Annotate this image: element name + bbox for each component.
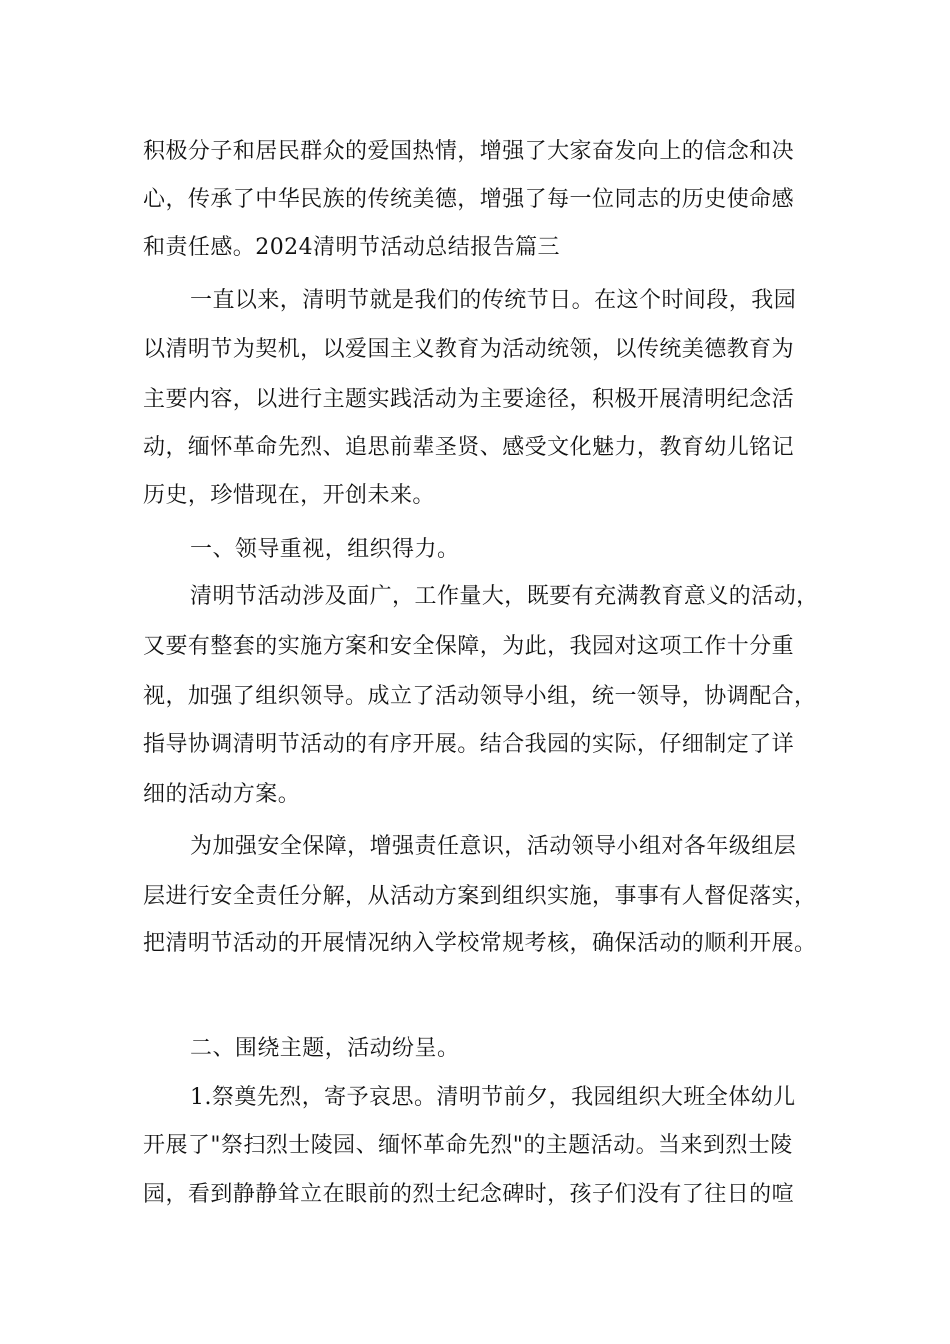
text-line: 视，加强了组织领导。成立了活动领导小组，统一领导，协调配合， (143, 684, 817, 709)
section-heading: 二、围绕主题，活动纷呈。 (190, 1036, 460, 1061)
text-line: 历史，珍惜现在，开创未来。 (143, 483, 435, 508)
text-line: 一直以来，清明节就是我们的传统节日。在这个时间段，我园 (190, 288, 797, 313)
text-line: 动，缅怀革命先烈、追思前辈圣贤、感受文化魅力，教育幼儿铭记 (143, 435, 795, 460)
text-line: 层进行安全责任分解，从活动方案到组织实施，事事有人督促落实， (143, 884, 817, 909)
text-line: 园，看到静静耸立在眼前的烈士纪念碑时，孩子们没有了往日的喧 (143, 1182, 795, 1207)
text-line: 心，传承了中华民族的传统美德，增强了每一位同志的历史使命感 (143, 187, 795, 212)
text-line: 又要有整套的实施方案和安全保障，为此，我园对这项工作十分重 (143, 634, 795, 659)
text-line: 1.祭奠先烈，寄予哀思。清明节前夕，我园组织大班全体幼儿 (190, 1085, 796, 1110)
text-line: 清明节活动涉及面广，工作量大，既要有充满教育意义的活动， (190, 584, 819, 609)
text-line: 积极分子和居民群众的爱国热情，增强了大家奋发向上的信念和决 (143, 139, 795, 164)
text-line: 主要内容，以进行主题实践活动为主要途径，积极开展清明纪念活 (143, 387, 795, 412)
text-line: 指导协调清明节活动的有序开展。结合我园的实际，仔细制定了详 (143, 732, 795, 757)
text-line: 把清明节活动的开展情况纳入学校常规考核，确保活动的顺利开展。 (143, 931, 817, 956)
text-line: 开展了"祭扫烈士陵园、缅怀革命先烈"的主题活动。当来到烈士陵 (143, 1133, 793, 1158)
text-line: 以清明节为契机，以爱国主义教育为活动统领，以传统美德教育为 (143, 337, 795, 362)
text-line: 和责任感。2024清明节活动总结报告篇三 (143, 235, 560, 260)
text-line: 细的活动方案。 (143, 782, 301, 807)
section-heading: 一、领导重视，组织得力。 (190, 537, 460, 562)
text-line: 为加强安全保障，增强责任意识，活动领导小组对各年级组层 (190, 834, 797, 859)
